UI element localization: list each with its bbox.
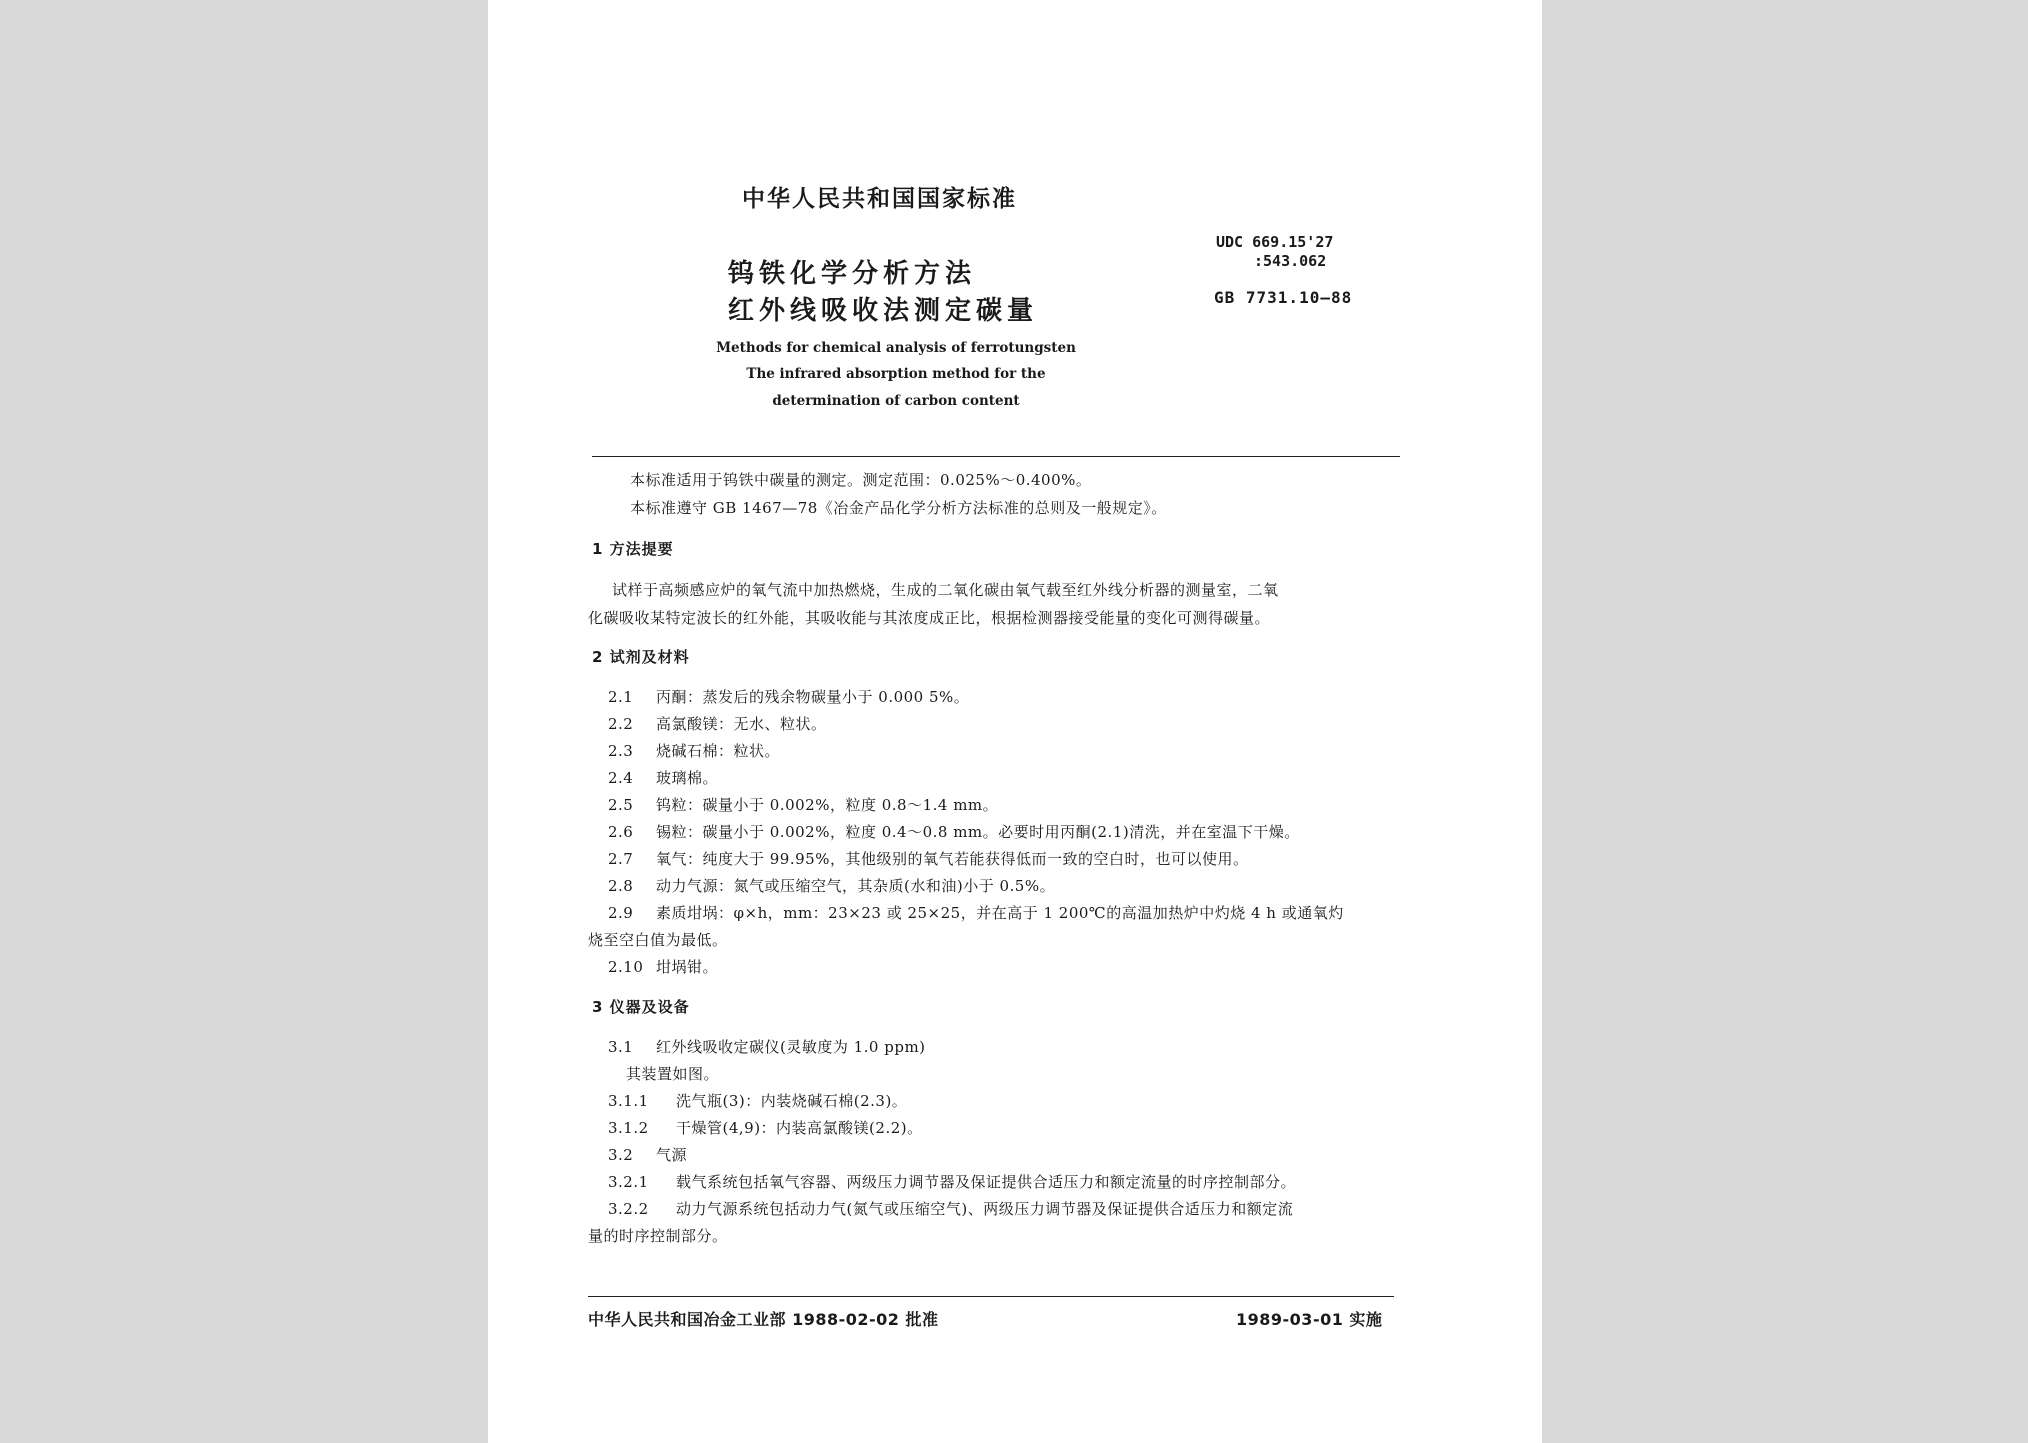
intro-paragraph-2: 本标准遵守 GB 1467—78《冶金产品化学分析方法标准的总则及一般规定》。 bbox=[630, 499, 1167, 517]
list-item: 2.1 丙酮：蒸发后的残余物碳量小于 0.000 5%。 bbox=[608, 688, 970, 706]
list-item: 2.9 素质坩埚：φ×h，mm：23×23 或 25×25，并在高于 1 200℃的高温加热炉中灼烧 4 h 或通氧灼 bbox=[608, 904, 1344, 922]
list-item-continuation: 量的时序控制部分。 bbox=[588, 1227, 728, 1245]
list-item: 3.2 气源 bbox=[608, 1146, 688, 1164]
list-item: 3.1 红外线吸收定碳仪(灵敏度为 1.0 ppm) bbox=[608, 1038, 926, 1056]
intro-paragraph-1: 本标准适用于钨铁中碳量的测定。测定范围：0.025%～0.400%。 bbox=[630, 471, 1092, 489]
list-item: 2.10 坩埚钳。 bbox=[608, 958, 719, 976]
list-item: 2.6 锡粒：碳量小于 0.002%，粒度 0.4～0.8 mm。必要时用丙酮(2.1)清洗，并在室温下干燥。 bbox=[608, 823, 1300, 841]
section-2-heading: 2 试剂及材料 bbox=[592, 648, 690, 666]
list-item: 2.4 玻璃棉。 bbox=[608, 769, 719, 787]
list-item: 2.5 钨粒：碳量小于 0.002%，粒度 0.8～1.4 mm。 bbox=[608, 796, 999, 814]
list-item: 2.7 氧气：纯度大于 99.95%，其他级别的氧气若能获得低而一致的空白时，也可以使用。 bbox=[608, 850, 1249, 868]
udc-code: UDC 669.15'27 bbox=[1216, 233, 1334, 251]
section-1-heading: 1 方法提要 bbox=[592, 540, 674, 558]
list-item: 2.8 动力气源：氮气或压缩空气，其杂质(水和油)小于 0.5%。 bbox=[608, 877, 1056, 895]
list-item: 3.1.2 干燥管(4,9)：内装高氯酸镁(2.2)。 bbox=[608, 1119, 923, 1137]
list-item-sub: 其装置如图。 bbox=[626, 1065, 720, 1083]
approval-line: 中华人民共和国冶金工业部 1988-02-02 批准 bbox=[588, 1310, 939, 1329]
gb-code: GB 7731.10—88 bbox=[1214, 288, 1353, 307]
standard-org: 中华人民共和国国家标准 bbox=[742, 186, 1017, 212]
list-item-continuation: 烧至空白值为最低。 bbox=[588, 931, 728, 949]
udc-code-cont: :543.062 bbox=[1254, 252, 1327, 270]
section-1-line-2: 化碳吸收某特定波长的红外能，其吸收能与其浓度成正比，根据检测器接受能量的变化可测得碳量。 bbox=[588, 609, 1271, 627]
section-3-heading: 3 仪器及设备 bbox=[592, 998, 690, 1016]
list-item: 3.2.1 载气系统包括氧气容器、两级压力调节器及保证提供合适压力和额定流量的时序控制部分。 bbox=[608, 1173, 1297, 1191]
english-title-1: Methods for chemical analysis of ferrotungsten bbox=[716, 340, 1076, 356]
section-1-line-1: 试样于高频感应炉的氧气流中加热燃烧，生成的二氧化碳由氧气载至红外线分析器的测量室，二氧 bbox=[612, 581, 1279, 599]
english-title-3: determination of carbon content bbox=[772, 393, 1020, 409]
list-item: 2.3 烧碱石棉：粒状。 bbox=[608, 742, 781, 760]
title-line-2: 红外线吸收法测定碳量 bbox=[728, 296, 1039, 326]
title-line-1: 钨铁化学分析方法 bbox=[728, 259, 977, 289]
english-title-2: The infrared absorption method for the bbox=[746, 366, 1046, 382]
document-page bbox=[488, 0, 1542, 1443]
bottom-divider bbox=[588, 1296, 1394, 1297]
list-item: 3.2.2 动力气源系统包括动力气(氮气或压缩空气)、两级压力调节器及保证提供合适压力和额定流 bbox=[608, 1200, 1294, 1218]
list-item: 2.2 高氯酸镁：无水、粒状。 bbox=[608, 715, 827, 733]
list-item: 3.1.1 洗气瓶(3)：内装烧碱石棉(2.3)。 bbox=[608, 1092, 908, 1110]
effective-date: 1989-03-01 实施 bbox=[1236, 1310, 1383, 1329]
top-divider bbox=[592, 456, 1400, 457]
